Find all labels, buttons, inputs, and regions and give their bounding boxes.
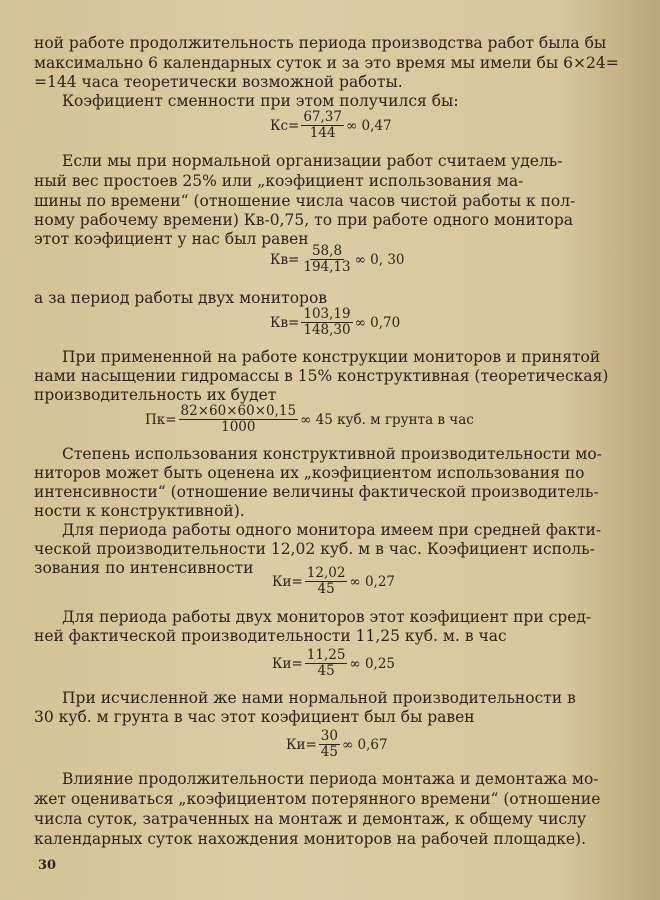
numerator: 67,37: [303, 109, 342, 125]
formula-rhs: ∞ 0,25: [349, 655, 396, 672]
text-line: Для периода работы одного монитора имеем при средней факти-: [62, 521, 602, 539]
numerator: 58,8: [311, 243, 343, 259]
numerator: 103,19: [303, 306, 351, 322]
numerator: 30: [320, 728, 338, 744]
text-line: ный вес простоев 25% или „коэфициент использования ма-: [34, 172, 524, 190]
denominator: 194,13: [303, 259, 351, 275]
formula-kv-2: [270, 307, 400, 338]
fraction: [305, 566, 348, 597]
formula-rhs: ∞ 0,70: [354, 314, 401, 331]
formula-lhs: Пк=: [145, 411, 177, 428]
formula-kc: [270, 110, 392, 141]
text-line: 30 куб. м грунта в час этот коэфициент был бы равен: [34, 708, 475, 726]
text-line: этот коэфициент у нас был равен: [34, 230, 309, 248]
fraction: [301, 110, 344, 141]
fraction: [319, 729, 340, 760]
text-line: шины по времени“ (отношение числа часов чистой работы к пол-: [34, 192, 576, 210]
numerator: 11,25: [306, 647, 346, 663]
formula-lhs: Кв=: [270, 251, 300, 268]
text-line: При примененной на работе конструкции мониторов и принятой: [62, 348, 601, 366]
fraction: [305, 648, 348, 679]
fraction: [301, 244, 352, 275]
numerator: 12,02: [306, 565, 346, 581]
text-line: Если мы при нормальной организации работ считаем удель-: [62, 152, 563, 170]
text-line: календарных суток нахождения мониторов на рабочей площадке).: [34, 830, 587, 848]
formula-kv-1: [270, 244, 405, 275]
formula-lhs: Кс=: [270, 117, 300, 134]
formula-lhs: Ки=: [286, 736, 317, 753]
formula-pk: [145, 404, 474, 435]
formula-ki-2: [272, 648, 395, 679]
text-line: =144 часа теоретически возможной работы.: [34, 73, 403, 91]
text-line: ней фактической производительности 11,25 куб. м. в час: [34, 627, 507, 645]
text-line: нами насыщении гидромассы в 15% конструктивная (теоретическая): [34, 367, 609, 385]
page-number: 30: [38, 858, 57, 873]
formula-rhs: ∞ 0,67: [341, 736, 388, 753]
denominator: 144: [309, 125, 336, 141]
text-line: жет оцениваться „коэфициентом потерянного времени“ (отношение: [34, 790, 601, 808]
denominator: 148,30: [303, 322, 351, 338]
text-line: интенсивности“ (отношение величины фактической производитель-: [34, 483, 599, 501]
denominator: 45: [317, 581, 335, 597]
fraction: [301, 307, 352, 338]
text-line: Степень использования конструктивной производительности мо-: [62, 445, 602, 463]
denominator: 45: [317, 663, 335, 679]
denominator: 45: [320, 744, 338, 760]
text-line: ности к конструктивной).: [34, 502, 245, 520]
text-line: Влияние продолжительности периода монтажа и демонтажа мо-: [62, 770, 599, 788]
formula-lhs: Ки=: [272, 573, 303, 590]
text-line: Коэфициент сменности при этом получился бы:: [62, 92, 459, 110]
formula-ki-3: [286, 729, 388, 760]
text-line: ной работе продолжительность периода производства работ была бы: [34, 34, 607, 52]
text-line: ному рабочему времени) Кв-0,75, то при работе одного монитора: [34, 211, 574, 229]
text-line: максимально 6 календарных суток и за это время мы имели бы 6×24=: [34, 54, 619, 72]
text-line: производительность их будет: [34, 386, 277, 404]
fraction: [179, 404, 299, 435]
text-line: ниторов может быть оценена их „коэфициентом использования по: [34, 464, 585, 482]
text-line: числа суток, затраченных на монтаж и демонтаж, к общему числу: [34, 810, 587, 828]
formula-rhs: ∞ 0,47: [345, 117, 392, 134]
text-line: а за период работы двух мониторов: [34, 289, 328, 307]
formula-rhs: ∞ 0, 30: [354, 251, 405, 268]
formula-lhs: Кв=: [270, 314, 300, 331]
text-line: ческой производительности 12,02 куб. м в час. Коэфициент исполь-: [34, 540, 595, 558]
formula-lhs: Ки=: [272, 655, 303, 672]
text-line: зования по интенсивности: [34, 559, 254, 577]
denominator: 1000: [221, 419, 256, 435]
numerator: 82×60×60×0,15: [180, 403, 297, 419]
text-line: При исчисленной же нами нормальной производительности в: [62, 689, 576, 707]
formula-ki-1: [272, 566, 395, 597]
formula-rhs: ∞ 45 куб. м грунта в час: [300, 411, 474, 428]
formula-rhs: ∞ 0,27: [349, 573, 396, 590]
text-line: Для периода работы двух мониторов этот коэфициент при сред-: [62, 608, 592, 626]
